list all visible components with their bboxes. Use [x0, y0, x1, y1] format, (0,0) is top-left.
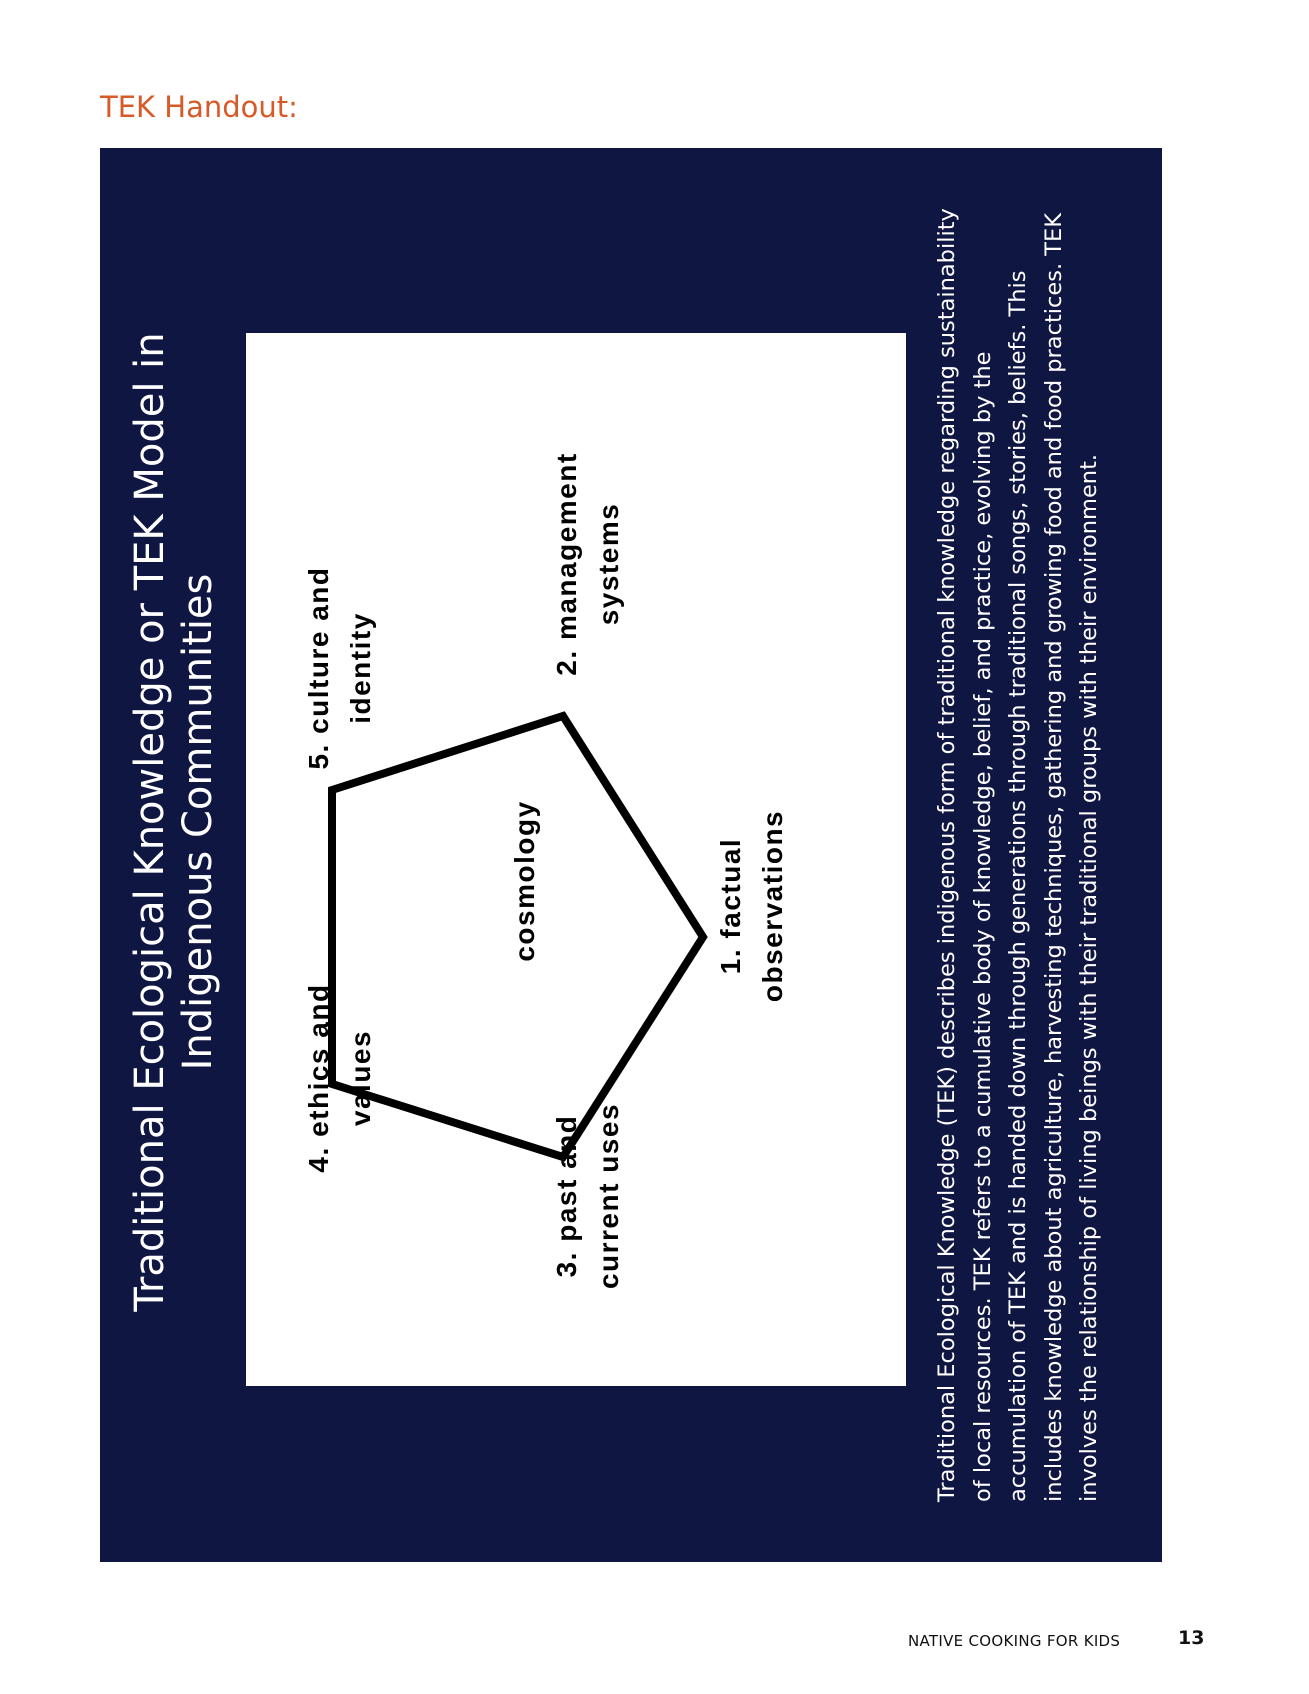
node-5-culture-and-identity: 5. culture and identity	[303, 566, 376, 770]
node-3-past-and-current-uses: 3. past and current uses	[551, 1102, 624, 1290]
publication-name: NATIVE COOKING FOR KIDS	[908, 1632, 1121, 1650]
rotated-slide-content	[100, 148, 1162, 1562]
handout-label: TEK Handout:	[100, 90, 298, 124]
node-4-ethics-and-values: 4. ethics and values	[303, 983, 376, 1173]
node-2-management-systems: 2. management systems	[551, 452, 624, 676]
center-label-cosmology: cosmology	[509, 800, 540, 962]
node-1-factual-observations: 1. factual observations	[715, 809, 788, 1003]
page-number: 13	[1178, 1627, 1205, 1649]
tek-model-diagram	[246, 333, 906, 1386]
tek-description: Traditional Ecological Knowledge (TEK) describes indigenous form of traditional knowledge regarding sustainability of local resources. TEK refers to a cumulative body of knowledge, belief, and practice, evolving by the accumulation of TEK and is handed down through generations through traditional songs, stories, beliefs. This includes knowledge about agriculture, harvesting techniques, gathering and growing food and food practices. TEK involves the relationship of living beings with their traditional groups with their environment.	[934, 208, 1102, 1502]
slide-title: Traditional Ecological Knowledge or TEK Model in Indigenous Communities	[127, 332, 221, 1312]
slide-panel	[100, 148, 1162, 1562]
